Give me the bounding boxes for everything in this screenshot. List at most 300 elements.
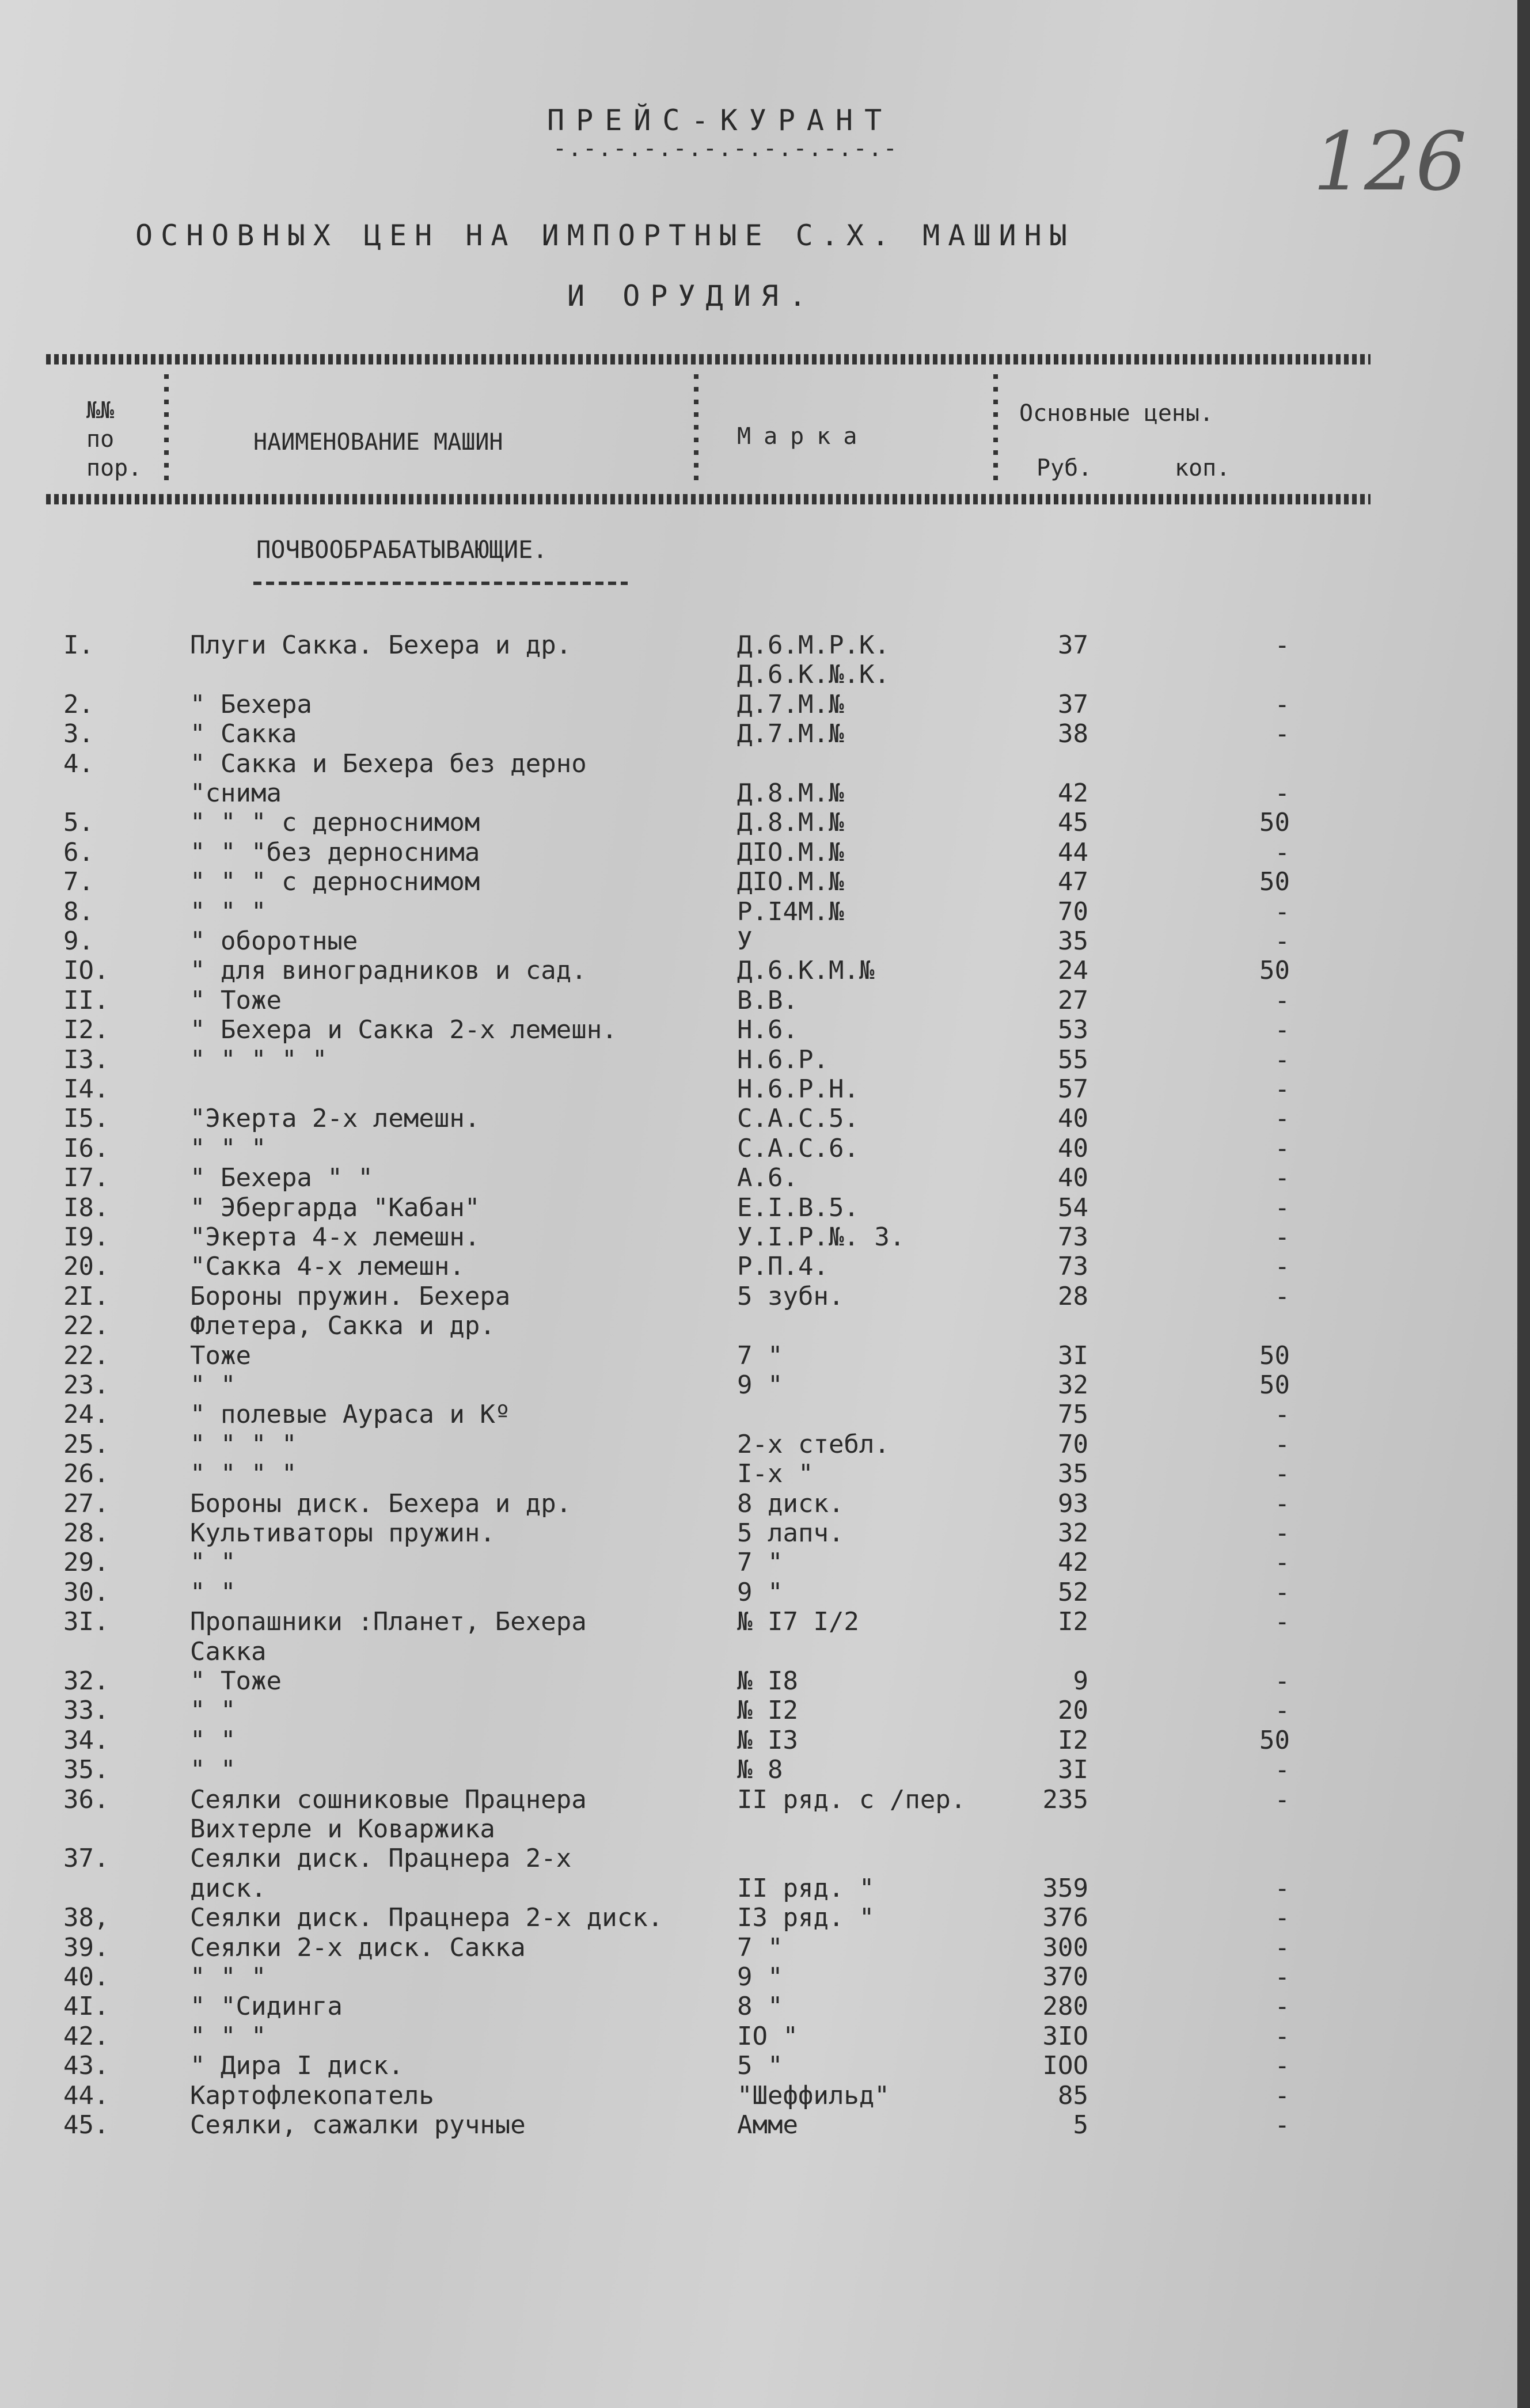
col-header-kop: коп. (1175, 455, 1231, 481)
price-kop: - (1274, 1430, 1290, 1459)
machine-name: " Бехера и Сакка 2-х лемешн. (190, 1015, 617, 1045)
price-kop: - (1274, 1578, 1290, 1607)
machine-mark: 7 " (737, 1341, 783, 1370)
table-row (0, 1459, 1382, 1489)
table-row (0, 1874, 1382, 1904)
table-row (0, 1814, 1382, 1844)
table-row (0, 1104, 1382, 1134)
price-rub: 42 (1058, 778, 1088, 808)
price-rub: 38 (1058, 719, 1088, 749)
machine-mark: Е.I.В.5. (737, 1193, 859, 1222)
machine-mark: I3 ряд. " (737, 1903, 875, 1932)
machine-mark: 9 " (737, 1578, 783, 1607)
col-header-price: Основные цены. (1019, 400, 1214, 427)
machine-mark: II ряд. " (737, 1874, 875, 1903)
col-header-name: НАИМЕНОВАНИЕ МАШИН (253, 429, 503, 455)
price-rub: 370 (1042, 1962, 1088, 1992)
machine-name: " " (190, 1755, 236, 1784)
table-row (0, 1193, 1382, 1223)
table-row (0, 926, 1382, 956)
price-kop: - (1274, 1015, 1290, 1045)
table-row (0, 2051, 1382, 2081)
table-row (0, 749, 1382, 779)
table-row (0, 1311, 1382, 1341)
price-rub: 85 (1058, 2081, 1088, 2110)
row-number: 36. (63, 1785, 109, 1814)
machine-name: " полевые Аураса и Кº (190, 1400, 511, 1429)
table-row (0, 2110, 1382, 2140)
archive-page-number: 126 (1313, 115, 1467, 209)
title-underline: -.-.-.-.-.-.-.-.-.-.-.- (553, 135, 898, 162)
price-rub: 73 (1058, 1222, 1088, 1252)
row-number: 7. (63, 867, 94, 897)
machine-mark: 5 зубн. (737, 1282, 844, 1311)
machine-name: Бороны пружин. Бехера (190, 1282, 511, 1311)
table-row (0, 1578, 1382, 1608)
col-header-num-1: №№ (86, 397, 115, 424)
row-number: 24. (63, 1400, 109, 1429)
machine-name: " " " " (190, 1459, 297, 1488)
table-row (0, 1341, 1382, 1371)
price-kop: - (1274, 690, 1290, 719)
table-row (0, 986, 1382, 1016)
machine-mark: II ряд. с /пер. (737, 1785, 966, 1814)
price-kop: - (1274, 1104, 1290, 1133)
table-row (0, 1163, 1382, 1193)
price-rub: 53 (1058, 1015, 1088, 1045)
machine-name: Флетера, Сакка и др. (190, 1311, 495, 1340)
price-kop: 50 (1259, 956, 1290, 985)
price-rub: 37 (1058, 631, 1088, 660)
machine-name: Тоже (190, 1341, 251, 1370)
row-number: I6. (63, 1134, 109, 1163)
table-row (0, 1962, 1382, 1992)
price-rub: 70 (1058, 1430, 1088, 1459)
row-number: 4I. (63, 1992, 109, 2021)
row-number: I8. (63, 1193, 109, 1222)
machine-mark: С.А.С.5. (737, 1104, 859, 1133)
table-row (0, 719, 1382, 749)
row-number: 6. (63, 838, 94, 867)
row-number: 39. (63, 1933, 109, 1962)
document-subtitle: ОСНОВНЫХ ЦЕН НА ИМПОРТНЫЕ С.Х. МАШИНЫ (135, 219, 1075, 252)
machine-name: "Сакка 4-х лемешн. (190, 1252, 465, 1281)
machine-mark: Д.7.М.№ (737, 690, 844, 719)
col-header-num-3: пор. (86, 455, 142, 481)
machine-mark: У.I.Р.№. 3. (737, 1222, 905, 1252)
price-kop: 50 (1259, 1726, 1290, 1755)
machine-mark: Д.8.М.№ (737, 778, 844, 808)
row-number: 42. (63, 2022, 109, 2051)
machine-mark: Р.I4М.№ (737, 897, 844, 926)
machine-mark: Н.6. (737, 1015, 798, 1045)
machine-name: " " " (190, 2022, 267, 2051)
price-kop: - (1274, 1134, 1290, 1163)
machine-name: Сеялки диск. Працнера 2-х (190, 1844, 572, 1873)
price-rub: 44 (1058, 838, 1088, 867)
price-kop: - (1274, 1045, 1290, 1074)
machine-mark: Н.6.Р.Н. (737, 1074, 859, 1104)
price-rub: 45 (1058, 808, 1088, 837)
col-header-rub: Руб. (1037, 455, 1092, 481)
price-rub: IОО (1042, 2051, 1088, 2080)
row-number: 4. (63, 749, 94, 778)
machine-mark: Д.6.К.М.№ (737, 956, 875, 985)
machine-mark: Д.6.К.№.К. (737, 660, 890, 689)
table-row (0, 897, 1382, 927)
price-kop: - (1274, 1193, 1290, 1222)
row-number: I7. (63, 1163, 109, 1192)
machine-name: " " " с дерноснимом (190, 867, 480, 897)
price-rub: 55 (1058, 1045, 1088, 1074)
machine-mark: Амме (737, 2110, 798, 2140)
machine-name: Культиваторы пружин. (190, 1518, 495, 1548)
column-divider (993, 374, 998, 484)
price-rub: I2 (1058, 1607, 1088, 1636)
machine-mark: № I7 I/2 (737, 1607, 859, 1636)
table-row (0, 1518, 1382, 1548)
machine-name: Бороны диск. Бехера и др. (190, 1489, 572, 1518)
table-row (0, 867, 1382, 897)
section-underline (253, 582, 628, 585)
row-number: 32. (63, 1666, 109, 1696)
price-rub: 70 (1058, 897, 1088, 926)
document-subtitle-2: И ОРУДИЯ. (567, 279, 817, 313)
price-kop: - (1274, 1992, 1290, 2021)
table-row (0, 660, 1382, 690)
row-number: I2. (63, 1015, 109, 1045)
machine-name: " Тоже (190, 1666, 282, 1696)
price-kop: 50 (1259, 867, 1290, 897)
machine-mark: № I3 (737, 1726, 798, 1755)
document-title: ПРЕЙС-КУРАНТ (547, 104, 894, 137)
machine-mark: 5 лапч. (737, 1518, 844, 1548)
machine-name: Сеялки диск. Працнера 2-х диск. (190, 1903, 663, 1932)
row-number: I4. (63, 1074, 109, 1104)
table-row (0, 1844, 1382, 1874)
machine-name: " " "без дерноснима (190, 838, 480, 867)
table-row (0, 2081, 1382, 2111)
row-number: 44. (63, 2081, 109, 2110)
table-row (0, 1607, 1382, 1637)
row-number: 43. (63, 2051, 109, 2080)
price-kop: - (1274, 778, 1290, 808)
price-rub: 35 (1058, 1459, 1088, 1488)
price-rub: 5 (1073, 2110, 1088, 2140)
price-kop: - (1274, 2022, 1290, 2051)
table-row (0, 1785, 1382, 1815)
table-row (0, 1282, 1382, 1312)
machine-name: " Дира I диск. (190, 2051, 404, 2080)
machine-name: " " " (190, 1962, 267, 1992)
table-row (0, 1992, 1382, 2022)
machine-name: " Бехера " " (190, 1163, 373, 1192)
table-row (0, 1726, 1382, 1756)
machine-name: " Эбергарда "Кабан" (190, 1193, 480, 1222)
machine-name: "снима (190, 778, 282, 808)
price-rub: 75 (1058, 1400, 1088, 1429)
machine-name: Сеялки, сажалки ручные (190, 2110, 526, 2140)
machine-name: " Сакка и Бехера без дерно (190, 749, 587, 778)
machine-name: " " (190, 1726, 236, 1755)
row-number: 35. (63, 1755, 109, 1784)
price-rub: 9 (1073, 1666, 1088, 1696)
price-rub: 37 (1058, 690, 1088, 719)
machine-name: " " " " " (190, 1045, 328, 1074)
row-number: 3I. (63, 1607, 109, 1636)
machine-mark: 9 " (737, 1962, 783, 1992)
table-row (0, 1637, 1382, 1667)
price-rub: I2 (1058, 1726, 1088, 1755)
price-rub: 35 (1058, 926, 1088, 956)
machine-mark: "Шеффильд" (737, 2081, 890, 2110)
price-kop: - (1274, 986, 1290, 1015)
table-row (0, 1696, 1382, 1726)
row-number: I3. (63, 1045, 109, 1074)
row-number: I9. (63, 1222, 109, 1252)
machine-name: " " (190, 1370, 236, 1400)
row-number: 3. (63, 719, 94, 749)
row-number: 45. (63, 2110, 109, 2140)
machine-mark: А.6. (737, 1163, 798, 1192)
table-row (0, 956, 1382, 986)
price-rub: 40 (1058, 1163, 1088, 1192)
row-number: I. (63, 631, 94, 660)
row-number: 38, (63, 1903, 109, 1932)
price-kop: - (1274, 1696, 1290, 1725)
price-rub: 40 (1058, 1104, 1088, 1133)
machine-mark: I-х " (737, 1459, 814, 1488)
table-row (0, 1222, 1382, 1252)
price-kop: - (1274, 1282, 1290, 1311)
row-number: 20. (63, 1252, 109, 1281)
row-number: 29. (63, 1548, 109, 1577)
table-row (0, 1489, 1382, 1519)
table-row (0, 778, 1382, 808)
price-rub: 376 (1042, 1903, 1088, 1932)
row-number: 26. (63, 1459, 109, 1488)
row-number: 2I. (63, 1282, 109, 1311)
table-header-rule (46, 494, 1370, 504)
machine-name: " " " " (190, 1430, 297, 1459)
price-kop: - (1274, 1489, 1290, 1518)
row-number: 22. (63, 1311, 109, 1340)
price-kop: - (1274, 1074, 1290, 1104)
machine-name: " " (190, 1696, 236, 1725)
machine-name: Сеялки 2-х диск. Сакка (190, 1933, 526, 1962)
machine-name: " Бехера (190, 690, 312, 719)
machine-mark: № 8 (737, 1755, 783, 1784)
price-kop: - (1274, 1163, 1290, 1192)
price-rub: 20 (1058, 1696, 1088, 1725)
machine-name: " " " с дерноснимом (190, 808, 480, 837)
price-kop: - (1274, 1548, 1290, 1577)
price-kop: - (1274, 1903, 1290, 1932)
table-row (0, 631, 1382, 660)
row-number: 28. (63, 1518, 109, 1548)
machine-name: " Сакка (190, 719, 297, 749)
column-divider (164, 374, 169, 484)
machine-name: " " " (190, 1134, 267, 1163)
row-number: 25. (63, 1430, 109, 1459)
price-rub: 24 (1058, 956, 1088, 985)
machine-name: диск. (190, 1874, 267, 1903)
price-rub: 3I (1058, 1755, 1088, 1784)
machine-mark: ДIО.М.№ (737, 838, 844, 867)
machine-mark: IО " (737, 2022, 798, 2051)
machine-mark: 8 диск. (737, 1489, 844, 1518)
row-number: 40. (63, 1962, 109, 1992)
machine-name: " "Сидинга (190, 1992, 343, 2021)
machine-name: " " " (190, 897, 267, 926)
machine-name: Картофлекопатель (190, 2081, 434, 2110)
col-header-num-2: по (86, 426, 115, 453)
price-kop: - (1274, 1755, 1290, 1784)
row-number: 34. (63, 1726, 109, 1755)
row-number: I5. (63, 1104, 109, 1133)
price-kop: - (1274, 719, 1290, 749)
price-kop: - (1274, 2110, 1290, 2140)
price-kop: - (1274, 1933, 1290, 1962)
section-title: ПОЧВООБРАБАТЫВАЮЩИЕ. (256, 535, 548, 564)
table-row (0, 1666, 1382, 1696)
machine-name: Плуги Сакка. Бехера и др. (190, 631, 572, 660)
machine-name: "Экерта 4-х лемешн. (190, 1222, 480, 1252)
price-kop: - (1274, 2051, 1290, 2080)
row-number: 5. (63, 808, 94, 837)
table-top-rule (46, 354, 1370, 364)
price-kop: - (1274, 838, 1290, 867)
price-rub: 57 (1058, 1074, 1088, 1104)
price-kop: 50 (1259, 1370, 1290, 1400)
price-kop: - (1274, 1518, 1290, 1548)
table-row (0, 1430, 1382, 1460)
machine-mark: 8 " (737, 1992, 783, 2021)
row-number: 9. (63, 926, 94, 956)
row-number: IО. (63, 956, 109, 985)
row-number: 23. (63, 1370, 109, 1400)
table-row (0, 690, 1382, 720)
machine-mark: Д.7.М.№ (737, 719, 844, 749)
price-rub: 47 (1058, 867, 1088, 897)
price-rub: 32 (1058, 1518, 1088, 1548)
machine-name: " " (190, 1548, 236, 1577)
machine-mark: № I8 (737, 1666, 798, 1696)
price-kop: - (1274, 1607, 1290, 1636)
table-row (0, 808, 1382, 838)
row-number: 33. (63, 1696, 109, 1725)
machine-mark: У (737, 926, 753, 956)
row-number: 37. (63, 1844, 109, 1873)
table-row (0, 1755, 1382, 1785)
price-rub: 3IО (1042, 2022, 1088, 2051)
price-rub: 235 (1042, 1785, 1088, 1814)
machine-mark: Н.6.Р. (737, 1045, 829, 1074)
price-rub: 300 (1042, 1933, 1088, 1962)
table-row (0, 1933, 1382, 1963)
price-kop: - (1274, 1666, 1290, 1696)
price-rub: 3I (1058, 1341, 1088, 1370)
row-number: 27. (63, 1489, 109, 1518)
row-number: 30. (63, 1578, 109, 1607)
column-divider (694, 374, 698, 484)
machine-mark: ДIО.М.№ (737, 867, 844, 897)
price-rub: 52 (1058, 1578, 1088, 1607)
price-kop: - (1274, 631, 1290, 660)
machine-mark: В.В. (737, 986, 798, 1015)
price-rub: 280 (1042, 1992, 1088, 2021)
price-rub: 42 (1058, 1548, 1088, 1577)
row-number: 22. (63, 1341, 109, 1370)
price-kop: 50 (1259, 808, 1290, 837)
price-kop: - (1274, 2081, 1290, 2110)
machine-name: " " (190, 1578, 236, 1607)
price-rub: 32 (1058, 1370, 1088, 1400)
table-row (0, 1252, 1382, 1282)
machine-name: Сеялки сошниковые Працнера (190, 1785, 587, 1814)
machine-mark: 7 " (737, 1548, 783, 1577)
machine-name: " для виноградников и сад. (190, 956, 587, 985)
price-kop: - (1274, 1252, 1290, 1281)
machine-name: " оборотные (190, 926, 358, 956)
machine-name: "Экерта 2-х лемешн. (190, 1104, 480, 1133)
price-rub: 359 (1042, 1874, 1088, 1903)
machine-mark: Д.8.М.№ (737, 808, 844, 837)
machine-mark: Д.6.М.Р.К. (737, 631, 890, 660)
table-row (0, 1134, 1382, 1164)
price-kop: - (1274, 1962, 1290, 1992)
table-row (0, 1370, 1382, 1400)
table-row (0, 1074, 1382, 1104)
price-kop: - (1274, 1785, 1290, 1814)
price-rub: 27 (1058, 986, 1088, 1015)
machine-mark: Р.П.4. (737, 1252, 829, 1281)
table-row (0, 1903, 1382, 1933)
row-number: 8. (63, 897, 94, 926)
table-row (0, 1015, 1382, 1045)
machine-mark: 9 " (737, 1370, 783, 1400)
price-kop: 50 (1259, 1341, 1290, 1370)
table-row (0, 1045, 1382, 1075)
row-number: 2. (63, 690, 94, 719)
price-rub: 54 (1058, 1193, 1088, 1222)
table-row (0, 838, 1382, 868)
machine-name: Сакка (190, 1637, 267, 1666)
price-kop: - (1274, 897, 1290, 926)
machine-mark: С.А.С.6. (737, 1134, 859, 1163)
table-row (0, 1548, 1382, 1578)
table-row (0, 2022, 1382, 2052)
table-row (0, 1400, 1382, 1430)
price-rub: 28 (1058, 1282, 1088, 1311)
col-header-mark: Марка (737, 423, 870, 450)
machine-name: " Тоже (190, 986, 282, 1015)
price-kop: - (1274, 1459, 1290, 1488)
price-kop: - (1274, 1400, 1290, 1429)
price-kop: - (1274, 1874, 1290, 1903)
price-rub: 40 (1058, 1134, 1088, 1163)
machine-mark: 2-х стебл. (737, 1430, 890, 1459)
price-rub: 93 (1058, 1489, 1088, 1518)
machine-mark: № I2 (737, 1696, 798, 1725)
machine-mark: 7 " (737, 1933, 783, 1962)
price-kop: - (1274, 1222, 1290, 1252)
row-number: II. (63, 986, 109, 1015)
machine-name: Пропашники :Планет, Бехера (190, 1607, 587, 1636)
machine-name: Вихтерле и Коваржика (190, 1814, 495, 1844)
machine-mark: 5 " (737, 2051, 783, 2080)
price-rub: 73 (1058, 1252, 1088, 1281)
